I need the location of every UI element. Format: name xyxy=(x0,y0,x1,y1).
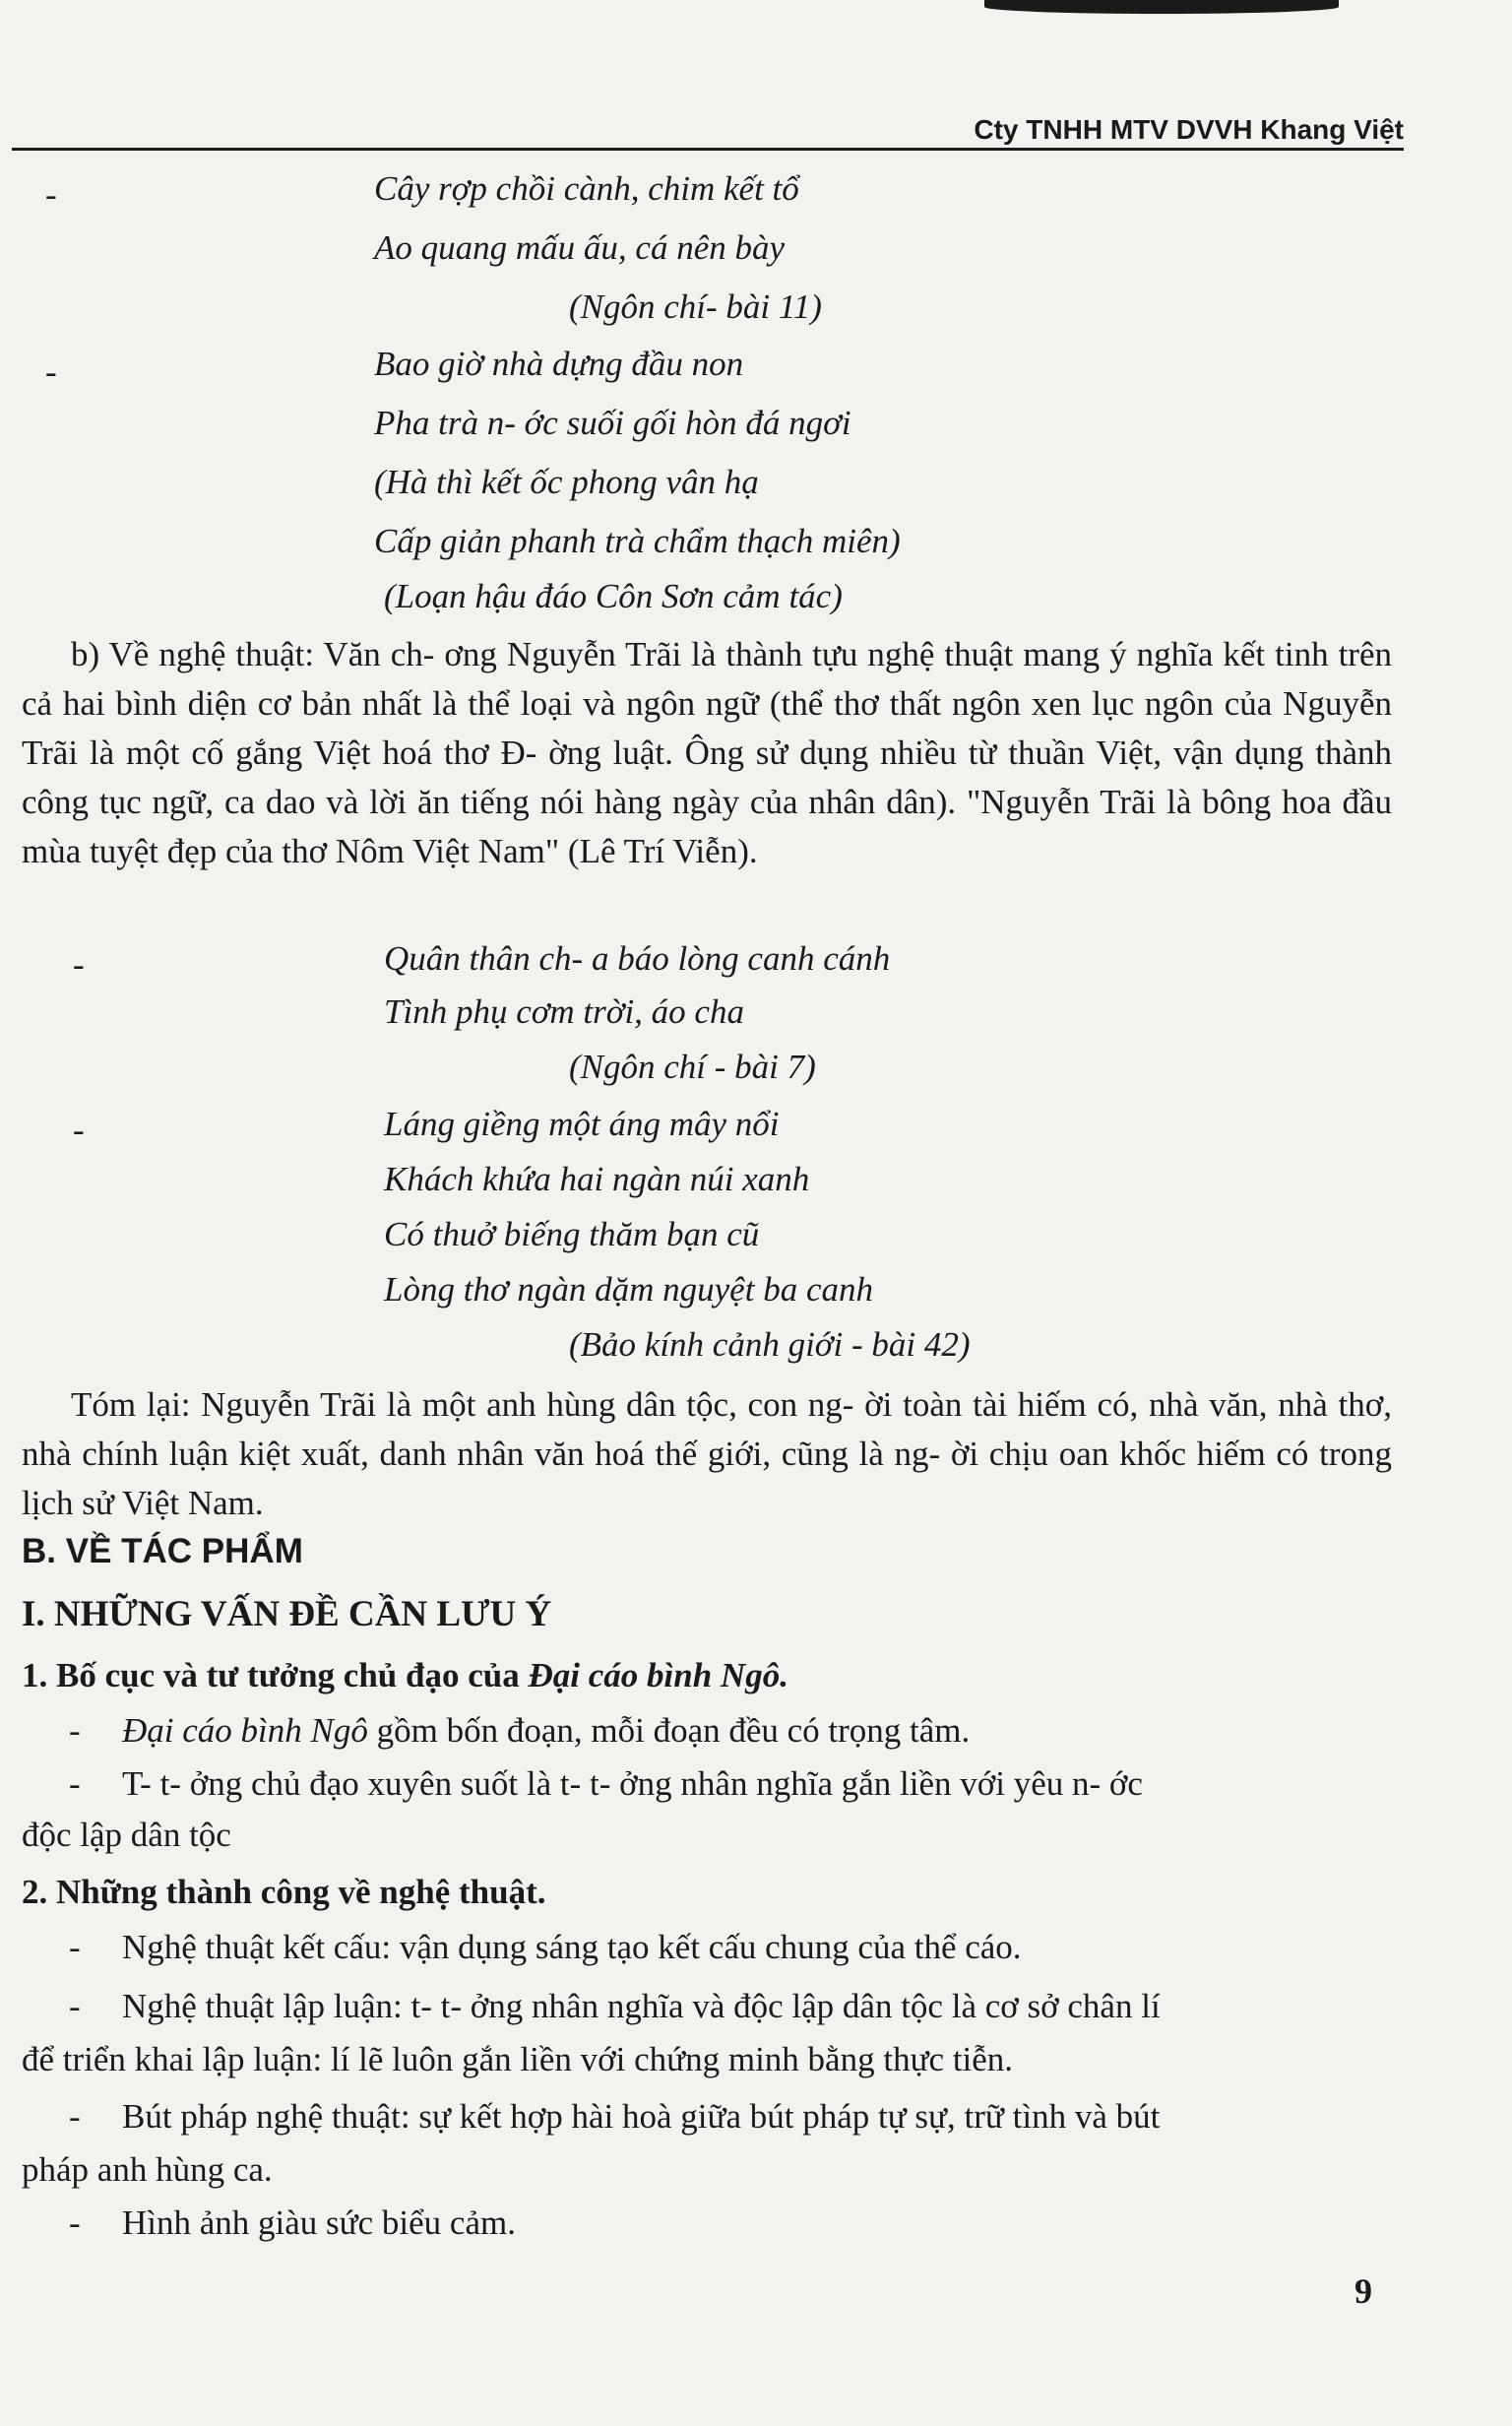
item2-b1-dash: - xyxy=(69,1928,81,1966)
header-rule xyxy=(12,148,1404,151)
item2-b3-dash: - xyxy=(69,2097,81,2136)
item2-heading: 2. Những thành công về nghệ thuật. xyxy=(22,1873,546,1911)
poem2-source: (Loạn hậu đáo Côn Sơn cảm tác) xyxy=(384,577,843,615)
page-number: 9 xyxy=(1354,2271,1372,2311)
poem4-line: Có thuở biếng thăm bạn cũ xyxy=(384,1215,760,1253)
item1-title-prefix: 1. Bố cục và tư tưởng chủ đạo của xyxy=(22,1656,529,1694)
section-i-heading: I. NHỮNG VẤN ĐỀ CẦN LƯU Ý xyxy=(22,1594,552,1634)
page-edge-shadow xyxy=(984,0,1339,14)
item2-b4-dash: - xyxy=(69,2203,81,2242)
poem2-line: Pha trà n- ớc suối gối hòn đá ngơi xyxy=(374,404,851,442)
item1-b2-dash: - xyxy=(69,1764,81,1803)
poem2-line: Cấp giản phanh trà chẩm thạch miên) xyxy=(374,522,901,560)
poem3-line: Quân thân ch- a báo lòng canh cánh xyxy=(384,939,891,978)
item1-bullet-2-line2: độc lập dân tộc xyxy=(22,1816,231,1854)
poem3-source: (Ngôn chí - bài 7) xyxy=(569,1048,816,1086)
publisher-header: Cty TNHH MTV DVVH Khang Việt xyxy=(974,114,1404,145)
item2-b2-dash: - xyxy=(69,1987,81,2025)
section-b-heading: B. VỀ TÁC PHẨM xyxy=(22,1532,303,1570)
poem1-line: Ao quang mấu ấu, cá nên bày xyxy=(374,228,786,267)
poem1-line: Cây rợp chồi cành, chim kết tổ xyxy=(374,169,799,208)
poem4-line: Lòng thơ ngàn dặm nguyệt ba canh xyxy=(384,1270,873,1309)
poem4-bullet: - xyxy=(73,1111,85,1149)
item2-bullet-2-line1: Nghệ thuật lập luận: t- t- ởng nhân nghĩa và độc lập dân tộc là cơ sở chân lí xyxy=(122,1987,1161,2025)
item1-bullet-1 xyxy=(122,1711,970,1751)
poem3-line: Tình phụ cơm trời, áo cha xyxy=(384,992,744,1031)
poem4-source: (Bảo kính cảnh giới - bài 42) xyxy=(569,1325,971,1364)
item1-bullet-2-line1: T- t- ởng chủ đạo xuyên suốt là t- t- ởng nhân nghĩa gắn liền với yêu n- ớc xyxy=(122,1764,1143,1803)
poem2-line: (Hà thì kết ốc phong vân hạ xyxy=(374,463,759,501)
poem4-line: Láng giềng một áng mây nổi xyxy=(384,1105,780,1143)
poem2-bullet: - xyxy=(45,352,57,391)
item2-bullet-3-line2: pháp anh hùng ca. xyxy=(22,2150,273,2189)
item1-b1-work: Đại cáo bình Ngô xyxy=(122,1711,368,1750)
summary-paragraph: Tóm lại: Nguyễn Trãi là một anh hùng dân tộc, con ng- ời toàn tài hiếm có, nhà văn, nhà thơ, nhà chính luận kiệt xuất, danh nhân văn hoá thế giới, cũng là ng- ời chịu oan khốc hiếm có trong lịch sử Việt Nam. xyxy=(22,1385,1392,1522)
item2-bullet-4: Hình ảnh giàu sức biểu cảm. xyxy=(122,2203,516,2242)
poem1-bullet: - xyxy=(45,175,57,214)
poem1-source: (Ngôn chí- bài 11) xyxy=(569,287,822,326)
item2-bullet-2-line2: để triển khai lập luận: lí lẽ luôn gắn liền với chứng minh bằng thực tiễn. xyxy=(22,2040,1014,2078)
poem2-line: Bao giờ nhà dựng đầu non xyxy=(374,345,744,383)
item1-heading xyxy=(22,1656,788,1695)
item1-title-work: Đại cáo bình Ngô. xyxy=(528,1656,788,1694)
item2-bullet-1: Nghệ thuật kết cấu: vận dụng sáng tạo kết cấu chung của thể cáo. xyxy=(122,1928,1022,1966)
poem4-line: Khách khứa hai ngàn núi xanh xyxy=(384,1160,810,1198)
art-paragraph: b) Về nghệ thuật: Văn ch- ơng Nguyễn Trãi là thành tựu nghệ thuật mang ý nghĩa kết tinh trên cả hai bình diện cơ bản nhất là thể loại và ngôn ngữ (thể thơ thất ngôn xen lục ngôn của Nguyễn Trãi là một cố gắng Việt hoá thơ Đ- ờng luật. Ông sử dụng nhiều từ thuần Việt, vận dụng thành công tục ngữ, ca dao và lời ăn tiếng nói hàng ngày của nhân dân). "Nguyễn Trãi là bông hoa đầu mùa tuyệt đẹp của thơ Nôm Việt Nam" (Lê Trí Viễn). xyxy=(22,635,1392,870)
item1-b1-dash: - xyxy=(69,1711,81,1750)
poem3-bullet: - xyxy=(73,945,85,984)
item2-bullet-3-line1: Bút pháp nghệ thuật: sự kết hợp hài hoà giữa bút pháp tự sự, trữ tình và bút xyxy=(122,2097,1161,2136)
item1-b1-rest: gồm bốn đoạn, mỗi đoạn đều có trọng tâm. xyxy=(367,1711,971,1750)
